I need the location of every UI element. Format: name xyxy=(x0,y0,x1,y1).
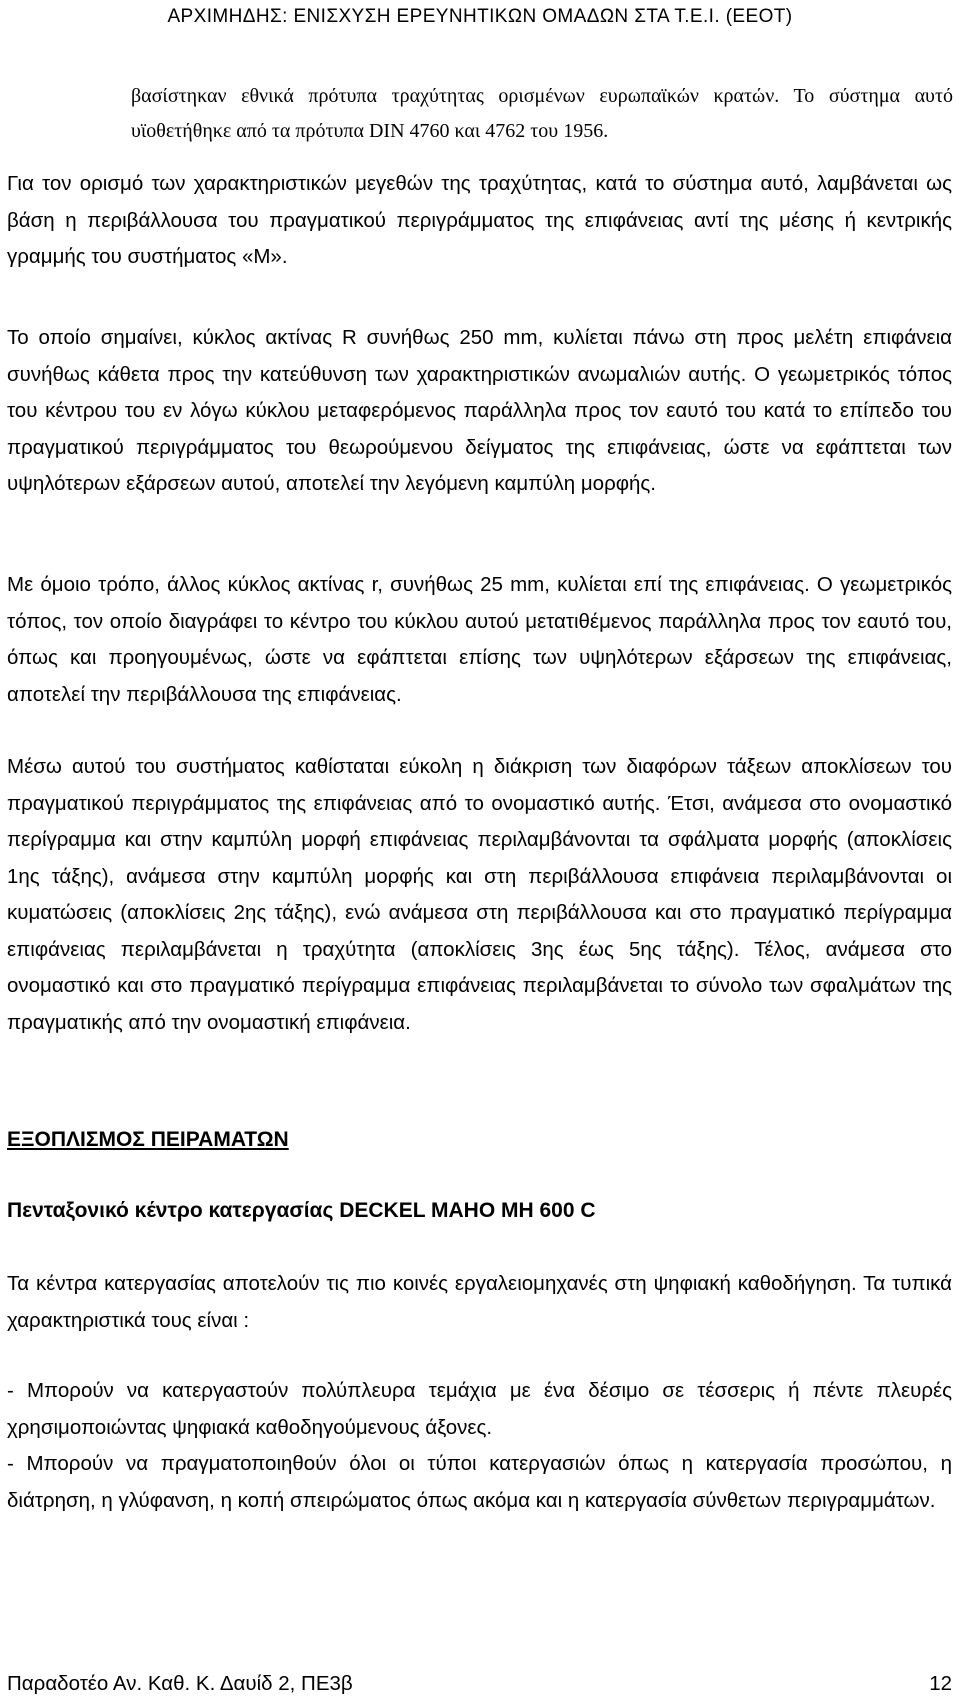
paragraph-machining-centers: Τα κέντρα κατεργασίας αποτελούν τις πιο κοινές εργαλειομηχανές στη ψηφιακή καθοδήγηση. Τα τυπικά χαρακτηριστικά τους είναι : xyxy=(7,1272,952,1332)
paragraph-circle-radius-r: Με όμοιο τρόπο, άλλος κύκλος ακτίνας r, συνήθως 25 mm, κυλίεται επί της επιφάνειας. Ο γεωμετρικός τόπος, τον οποίο διαγράφει το κέντρο του κύκλου αυτού μετατιθέμενος παράλληλα προς τον εαυτό του, όπως και προηγουμένως, ώστε να εφάπτεται επίσης των υψηλότερων εξάρσεων της επιφάνειας, αποτελεί την περιβάλλουσα της επιφάνειας. xyxy=(7,573,952,706)
page-number: 12 xyxy=(929,1672,952,1695)
paragraph-deviation-classes: Μέσω αυτού του συστήματος καθίσταται εύκολη η διάκριση των διαφόρων τάξεων αποκλίσεων του πραγματικού περιγράμματος της επιφάνειας από το ονομαστικό αυτής. Έτσι, ανάμεσα στο ονομαστικό περίγραμμα και στην καμπύλη μορφή επιφάνειας περιλαμβάνονται τα σφάλματα μορφής (αποκλίσεις 1ης τάξης), ανάμεσα στην καμπύλη μορφής και στη περιβάλλουσα επιφάνεια περιλαμβάνονται οι κυματώσεις (αποκλίσεις 2ης τάξης), ενώ ανάμεσα στη περιβάλλουσα και στο πραγματικό περίγραμμα επιφάνειας περιλαμβάνεται η τραχύτητα (αποκλίσεις 3ης έως 5ης τάξης). Τέλος, ανάμεσα στο ονομαστικό και στο πραγματικό περίγραμμα επιφάνειας περιλαμβάνεται το σύνολο των σφαλμάτων της πραγματικής από την ονομαστική επιφάνεια. xyxy=(7,755,952,1034)
list-item: - Μπορούν να κατεργαστούν πολύπλευρα τεμάχια με ένα δέσιμο σε τέσσερις ή πέντε πλευρές χρησιμοποιώντας ψηφιακά καθοδηγούμενους άξονες. xyxy=(7,1379,952,1439)
section-heading: ΕΞΟΠΛΙΣΜΟΣ ΠΕΙΡΑΜΑΤΩΝ xyxy=(7,1128,289,1151)
page-footer xyxy=(7,1672,952,1696)
subsection-heading: Πενταξονικό κέντρο κατεργασίας DECKEL MAHO MH 600 C xyxy=(7,1199,596,1222)
paragraph-circle-radius-R: Το οποίο σημαίνει, κύκλος ακτίνας R συνήθως 250 mm, κυλίεται πάνω στη προς μελέτη επιφάνεια συνήθως κάθετα προς την κατεύθυνση των χαρακτηριστικών ανωμαλιών αυτής. Ο γεωμετρικός τόπος του κέντρου του εν λόγω κύκλου μεταφερόμενος παράλληλα προς τον εαυτό του κατά το επίπεδο του πραγματικού περιγράμματος του θεωρούμενου δείγματος της επιφάνειας, ώστε να εφάπτεται των υψηλότερων εξάρσεων αυτού, αποτελεί την λεγόμενη καμπύλη μορφής. xyxy=(7,326,952,495)
footer-deliverable: Παραδοτέο Αν. Καθ. Κ. Δαυίδ 2, ΠΕ3β xyxy=(7,1672,353,1695)
list-item: - Μπορούν να πραγματοποιηθούν όλοι οι τύποι κατεργασιών όπως η κατεργασία προσώπου, η διάτρηση, η γλύφανση, η κοπή σπειρώματος όπως ακόμα και η κατεργασία σύνθετων περιγραμμάτων. xyxy=(7,1452,952,1512)
intro-paragraph: βασίστηκαν εθνικά πρότυπα τραχύτητας ορισμένων ευρωπαϊκών κρατών. Το σύστημα αυτό υϊοθετήθηκε από τα πρότυπα DIN 4760 και 4762 του 1956. xyxy=(131,85,953,142)
running-header: ΑΡΧΙΜΗΔΗΣ: ΕΝΙΣΧΥΣΗ ΕΡΕΥΝΗΤΙΚΩΝ ΟΜΑΔΩΝ ΣΤΑ Τ.Ε.Ι. (ΕΕΟΤ) xyxy=(167,6,793,27)
paragraph-envelope-definition: Για τον ορισμό των χαρακτηριστικών μεγεθών της τραχύτητας, κατά το σύστημα αυτό, λαμβάνεται ως βάση η περιβάλλουσα του πραγματικού περιγράμματος της επιφάνειας αντί της μέσης ή κεντρικής γραμμής του συστήματος «Μ». xyxy=(7,172,952,268)
